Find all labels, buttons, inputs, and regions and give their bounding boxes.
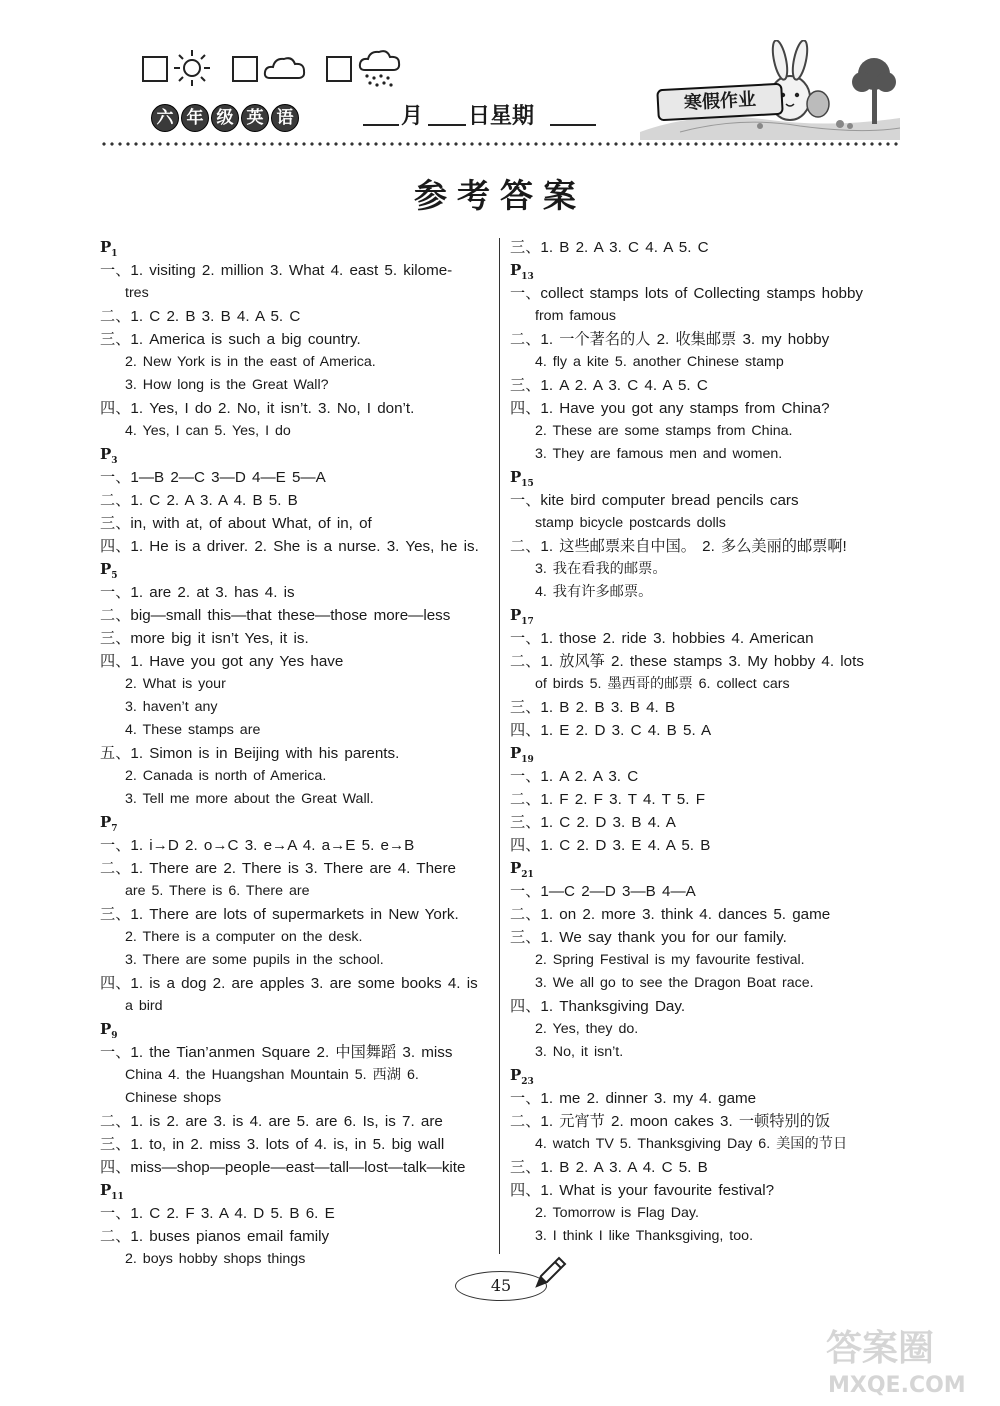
section-letter: P (510, 606, 522, 624)
rain-cloud-icon (357, 48, 403, 90)
answer-line: 三、more big it isn’t Yes, it is. (100, 630, 309, 647)
watermark-url: MXQE.COM (828, 1373, 966, 1398)
section-letter: P (100, 560, 112, 578)
answer-line: 五、1. Simon is in Beijing with his parents. (100, 745, 400, 762)
section-page-number: 5 (111, 571, 118, 581)
section-page-number: 9 (111, 1031, 118, 1041)
answer-line: 2. Tomorrow is Flag Day. (535, 1205, 699, 1221)
pencil-icon (533, 1256, 567, 1290)
answer-line: 3. 我在看我的邮票。 (535, 561, 667, 577)
section-page-number: 13 (521, 272, 534, 282)
page-section-heading (510, 259, 905, 282)
answer-line: 一、1. are 2. at 3. has 4. is (100, 584, 295, 601)
section-page-number: 19 (521, 755, 534, 765)
page-section-heading (510, 857, 905, 880)
grade-char: 六 (151, 104, 179, 132)
answer-line: 3. Tell me more about the Great Wall. (125, 791, 374, 807)
day-weekday-label: 日星期 (468, 103, 535, 129)
page-section-heading (100, 811, 495, 834)
answer-line: 二、1. is 2. are 3. is 4. are 5. are 6. Is, is 7. are (100, 1113, 443, 1130)
section-page-number: 1 (111, 249, 118, 259)
answer-line: 三、1. B 2. A 3. A 4. C 5. B (510, 1159, 708, 1176)
section-letter: P (510, 744, 522, 762)
answer-line: 一、1. C 2. F 3. A 4. D 5. B 6. E (100, 1205, 335, 1222)
answer-line: 二、1. 这些邮票来自中国。 2. 多么美丽的邮票啊! (510, 538, 847, 555)
column-divider (499, 238, 500, 1254)
grade-char: 英 (241, 104, 269, 132)
answer-line: 一、1. me 2. dinner 3. my 4. game (510, 1090, 757, 1107)
answer-line: 四、1. What is your favourite festival? (510, 1182, 775, 1199)
watermark-text: 答案圈 (826, 1328, 935, 1369)
day-blank[interactable] (428, 124, 466, 126)
answer-line: 二、big—small this—that these—those more—less (100, 607, 451, 624)
answer-line: 2. Canada is north of America. (125, 768, 327, 784)
cloud-icon (262, 48, 308, 88)
section-letter: P (510, 859, 522, 877)
page-header (0, 0, 1000, 150)
answer-line: 3. There are some pupils in the school. (125, 952, 384, 968)
answer-line: 2. What is your (125, 676, 226, 692)
section-page-number: 17 (521, 617, 534, 627)
answer-line: 4. These stamps are (125, 722, 261, 738)
answer-line: 三、1. B 2. B 3. B 4. B (510, 699, 676, 716)
answer-line: 2. New York is in the east of America. (125, 354, 376, 370)
sun-icon (172, 48, 212, 88)
answer-line: from famous (535, 308, 617, 324)
month-label: 月 (401, 103, 424, 129)
answer-line: 三、in, with at, of about What, of in, of (100, 515, 372, 532)
answer-line: 三、1. C 2. D 3. B 4. A (510, 814, 676, 831)
page-section-heading (100, 1018, 495, 1041)
answer-line: 四、1. Yes, I do 2. No, it isn’t. 3. No, I don’t. (100, 400, 415, 417)
answer-line: 3. I think I like Thanksgiving, too. (535, 1228, 754, 1244)
month-blank[interactable] (363, 124, 399, 126)
section-page-number: 23 (521, 1077, 534, 1087)
answer-line: 三、1. A 2. A 3. C 4. A 5. C (510, 377, 708, 394)
weather-checkbox[interactable] (232, 56, 258, 82)
answer-line: of birds 5. 墨西哥的邮票 6. collect cars (535, 676, 790, 692)
answer-line: 四、1. is a dog 2. are apples 3. are some books 4. is (100, 975, 478, 992)
section-letter: P (100, 1181, 112, 1199)
section-page-number: 21 (521, 870, 534, 880)
page-section-heading (510, 1064, 905, 1087)
answer-line: 二、1. buses pianos email family (100, 1228, 330, 1245)
answer-line: 一、1. those 2. ride 3. hobbies 4. American (510, 630, 814, 647)
section-page-number: 15 (521, 479, 534, 489)
answers-right-column (510, 236, 905, 1248)
answer-line: 4. Yes, I can 5. Yes, I do (125, 423, 291, 439)
answer-line: 一、1—C 2—D 3—B 4—A (510, 883, 696, 900)
page-section-heading (100, 443, 495, 466)
weather-checkbox[interactable] (142, 56, 168, 82)
answer-line: 一、1. the Tian’anmen Square 2. 中国舞蹈 3. miss (100, 1044, 453, 1061)
answer-line: 二、1. 元宵节 2. moon cakes 3. 一顿特别的饭 (510, 1113, 831, 1130)
answer-line: China 4. the Huangshan Mountain 5. 西湖 6. (125, 1067, 419, 1083)
answer-line: 3. We all go to see the Dragon Boat race. (535, 975, 814, 991)
answer-line: 3. No, it isn’t. (535, 1044, 624, 1060)
answer-line: 四、1. He is a driver. 2. She is a nurse. 3. Yes, he is. (100, 538, 479, 555)
section-letter: P (100, 238, 112, 256)
answer-line: 四、1. Have you got any Yes have (100, 653, 344, 670)
answer-line: 2. There is a computer on the desk. (125, 929, 363, 945)
page-number: 45 (455, 1271, 547, 1301)
weather-checkbox[interactable] (326, 56, 352, 82)
page-section-heading (100, 558, 495, 581)
answer-line: 2. Spring Festival is my favourite festival. (535, 952, 805, 968)
answer-line: 2. boys hobby shops things (125, 1251, 306, 1267)
answer-line: 一、1. i→D 2. o→C 3. e→A 4. a→E 5. e→B (100, 837, 415, 854)
answer-line: 四、1. Thanksgiving Day. (510, 998, 686, 1015)
answer-line: 一、1—B 2—C 3—D 4—E 5—A (100, 469, 326, 486)
section-page-number: 3 (111, 456, 118, 466)
answer-line: 一、1. visiting 2. million 3. What 4. east 5. kilome- (100, 262, 453, 279)
answer-line: 一、collect stamps lots of Collecting stamps hobby (510, 285, 864, 302)
watermark-logo (820, 1318, 990, 1398)
section-page-number: 11 (111, 1192, 124, 1202)
section-letter: P (510, 261, 522, 279)
answer-line: 3. They are famous men and women. (535, 446, 783, 462)
answer-line: 二、1. on 2. more 3. think 4. dances 5. game (510, 906, 831, 923)
section-letter: P (100, 813, 112, 831)
answer-line: 4. fly a kite 5. another Chinese stamp (535, 354, 784, 370)
answer-line: 4. 我有许多邮票。 (535, 584, 653, 600)
grade-char: 语 (271, 104, 299, 132)
answer-line: 四、miss—shop—people—east—tall—lost—talk—kite (100, 1159, 466, 1176)
answer-line: 三、1. B 2. A 3. C 4. A 5. C (510, 239, 709, 256)
answer-line: stamp bicycle postcards dolls (535, 515, 726, 531)
page-section-heading (510, 742, 905, 765)
section-letter: P (100, 1020, 112, 1038)
page-section-heading (100, 236, 495, 259)
answer-line: tres (125, 285, 149, 301)
grade-subject-label (150, 103, 300, 133)
page-section-heading (510, 466, 905, 489)
weekday-blank[interactable] (550, 124, 596, 126)
answer-line: 四、1. C 2. D 3. E 4. A 5. B (510, 837, 711, 854)
answer-line: 一、kite bird computer bread pencils cars (510, 492, 799, 509)
section-letter: P (510, 468, 522, 486)
answer-line: 二、1. C 2. B 3. B 4. A 5. C (100, 308, 301, 325)
answer-line: 三、1. America is such a big country. (100, 331, 361, 348)
grade-char: 年 (181, 104, 209, 132)
answers-left-column (100, 236, 495, 1271)
answer-line: 一、1. A 2. A 3. C (510, 768, 639, 785)
answer-line: 3. haven’t any (125, 699, 218, 715)
answer-line: a bird (125, 998, 163, 1014)
answer-line: 2. Yes, they do. (535, 1021, 639, 1037)
answer-line: 二、1. 一个著名的人 2. 收集邮票 3. my hobby (510, 331, 830, 348)
answer-line: 四、1. Have you got any stamps from China? (510, 400, 830, 417)
page-section-heading (510, 604, 905, 627)
answer-line: 二、1. F 2. F 3. T 4. T 5. F (510, 791, 705, 808)
answer-line: 二、1. 放风筝 2. these stamps 3. My hobby 4. lots (510, 653, 864, 670)
answer-line: 2. These are some stamps from China. (535, 423, 793, 439)
grade-char: 级 (211, 104, 239, 132)
answer-line: 三、1. We say thank you for our family. (510, 929, 787, 946)
answer-line: 三、1. There are lots of supermarkets in New York. (100, 906, 459, 923)
answer-line: 3. How long is the Great Wall? (125, 377, 329, 393)
answer-line: 二、1. There are 2. There is 3. There are 4. There (100, 860, 456, 877)
page-title: 参考答案 (414, 176, 586, 215)
answer-line: 四、1. E 2. D 3. C 4. B 5. A (510, 722, 712, 739)
answer-line: 4. watch TV 5. Thanksgiving Day 6. 美国的节日 (535, 1136, 848, 1152)
answer-line: are 5. There is 6. There are (125, 883, 310, 899)
section-page-number: 7 (111, 824, 118, 834)
header-dotted-divider (100, 141, 900, 147)
answer-line: 二、1. C 2. A 3. A 4. B 5. B (100, 492, 298, 509)
answer-line: Chinese shops (125, 1090, 222, 1106)
answer-line: 三、1. to, in 2. miss 3. lots of 4. is, in 5. big wall (100, 1136, 445, 1153)
section-letter: P (510, 1066, 522, 1084)
section-letter: P (100, 445, 112, 463)
page-section-heading (100, 1179, 495, 1202)
winter-homework-banner: 寒假作业 (656, 83, 784, 122)
